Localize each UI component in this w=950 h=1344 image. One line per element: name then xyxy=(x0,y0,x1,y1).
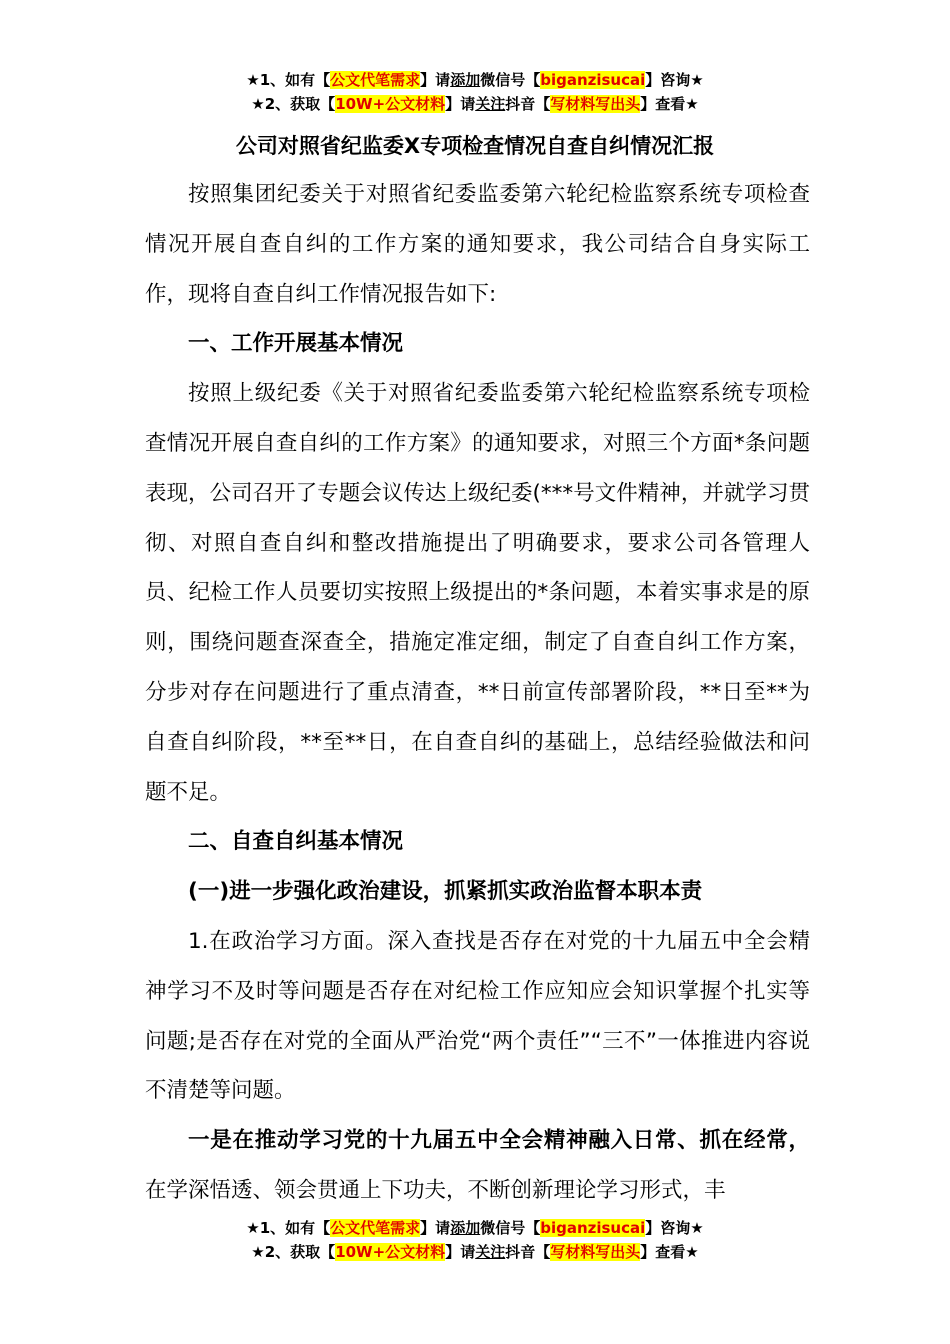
point-1-paragraph xyxy=(145,1116,810,1216)
banner-text: 】请 xyxy=(420,71,451,89)
banner-text: ★2、获取【 xyxy=(251,95,336,113)
point-1-text: 在学深悟透、领会贯通上下功夫，不断创新理论学习形式，丰 xyxy=(145,1177,726,1203)
banner-line-1 xyxy=(0,68,950,92)
header-banner xyxy=(0,68,950,116)
banner-douyin-id: 写材料写出头 xyxy=(550,95,641,113)
point-1-lead: 一是在推动学习党的十九届五中全会精神融入日常、抓在经常， xyxy=(188,1128,810,1154)
subsection-1-heading: (一)进一步强化政治建设，抓紧抓实政治监督本职本责 xyxy=(188,879,703,905)
banner-highlight: 公文代笔需求 xyxy=(330,1219,421,1237)
banner-text: 】请 xyxy=(420,1219,451,1237)
banner-underlined: 关注 xyxy=(475,1243,506,1261)
banner-text: 】咨询★ xyxy=(645,1219,704,1237)
banner-underlined: 关注 xyxy=(475,95,506,113)
banner-text: ★1、如有【 xyxy=(246,71,331,89)
banner-text: 微信号【 xyxy=(480,1219,541,1237)
banner-highlight: 公文代笔需求 xyxy=(330,71,421,89)
banner-line-2 xyxy=(0,1240,950,1264)
document-body xyxy=(145,170,810,1216)
document-title: 公司对照省纪监委X专项检查情况自查自纠情况汇报 xyxy=(235,134,715,158)
banner-text: 微信号【 xyxy=(480,71,541,89)
banner-text: 】请 xyxy=(445,95,476,113)
item-1-paragraph: 1.在政治学习方面。深入查找是否存在对党的十九届五中全会精神学习不及时等问题是否存在对纪检工作应知应会知识掌握个扎实等问题;是否存在对党的全面从严治党“两个责任”“三不”一体推进内容说不清楚等问题。 xyxy=(145,928,810,1104)
banner-text: 】查看★ xyxy=(640,95,699,113)
banner-highlight: 10W+公文材料 xyxy=(335,95,446,113)
banner-text: 】请 xyxy=(445,1243,476,1261)
banner-wechat-id: biganzisucai xyxy=(540,71,646,89)
banner-text: ★1、如有【 xyxy=(246,1219,331,1237)
banner-text: 抖音【 xyxy=(505,1243,551,1261)
banner-highlight: 10W+公文材料 xyxy=(335,1243,446,1261)
banner-text: ★2、获取【 xyxy=(251,1243,336,1261)
banner-text: 抖音【 xyxy=(505,95,551,113)
banner-wechat-id: biganzisucai xyxy=(540,1219,646,1237)
banner-douyin-id: 写材料写出头 xyxy=(550,1243,641,1261)
section-1-heading: 一、工作开展基本情况 xyxy=(188,331,404,357)
banner-underlined: 添加 xyxy=(450,1219,481,1237)
banner-text: 】咨询★ xyxy=(645,71,704,89)
section-2-heading: 二、自查自纠基本情况 xyxy=(188,829,404,855)
intro-paragraph: 按照集团纪委关于对照省纪委监委第六轮纪检监察系统专项检查情况开展自查自纠的工作方案的通知要求，我公司结合自身实际工作，现将自查自纠工作情况报告如下: xyxy=(145,182,810,307)
section-1-paragraph: 按照上级纪委《关于对照省纪委监委第六轮纪检监察系统专项检查情况开展自查自纠的工作方案》的通知要求，对照三个方面*条问题表现，公司召开了专题会议传达上级纪委(***号文件精神，并就学习贯彻、对照自查自纠和整改措施提出了明确要求，要求公司各管理人员、纪检工作人员要切实按照上级提出的*条问题，本着实事求是的原则，围绕问题查深查全，措施定准定细，制定了自查自纠工作方案，分步对存在问题进行了重点清查，**日前宣传部署阶段，**日至**为自查自纠阶段，**至**日，在自查自纠的基础上，总结经验做法和问题不足。 xyxy=(145,381,810,805)
banner-underlined: 添加 xyxy=(450,71,481,89)
banner-text: 】查看★ xyxy=(640,1243,699,1261)
banner-line-1 xyxy=(0,1216,950,1240)
banner-line-2 xyxy=(0,92,950,116)
footer-banner xyxy=(0,1216,950,1264)
